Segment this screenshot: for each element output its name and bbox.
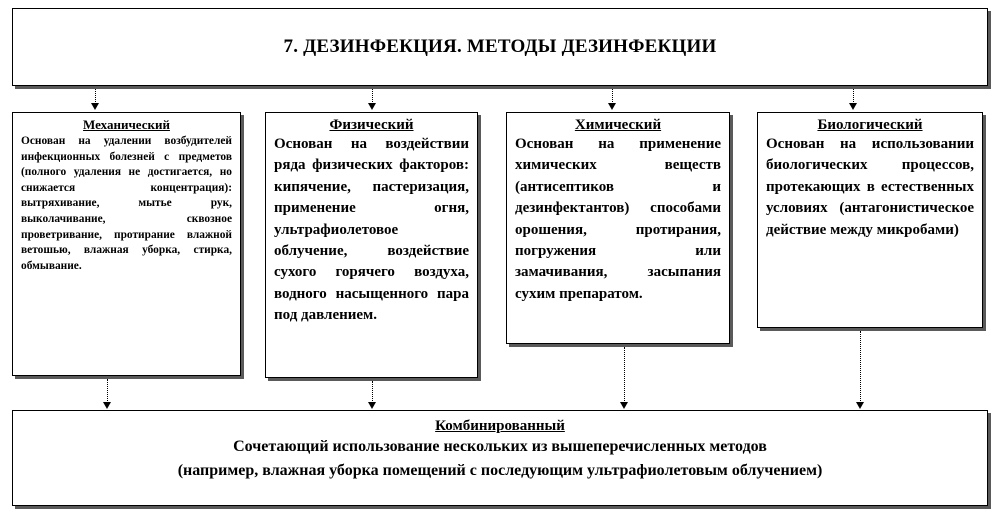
method-box-chemical — [506, 112, 730, 344]
title-box — [12, 8, 988, 86]
connector-biological-combined — [860, 331, 861, 403]
method-heading-physical: Физический — [329, 117, 414, 133]
connector-physical-combined — [372, 381, 373, 403]
method-heading-mechanical: Механический — [83, 117, 170, 132]
method-description-mechanical: Основан на удалении возбудителей инфекционных болезней с предметов (полного удаления не достигается, но снижается концентрация): вытряхивание, мытье рук, выколачивание, сквозное проветривание, протирание влажной ветошью, влажная уборка, стирка, обмывание. — [21, 135, 232, 272]
connector-title-biological — [853, 89, 854, 104]
arrow-title-physical — [368, 103, 376, 110]
method-description-physical: Основан на воздействии ряда физических факторов: кипячение, пастеризация, применение огня, ультрафиолетовое облучение, воздействие сухого горячего воздуха, водного насыщенного пара под давлением. — [274, 136, 469, 324]
combined-method-box — [12, 410, 988, 506]
arrow-title-biological — [849, 103, 857, 110]
connector-title-physical — [372, 89, 373, 104]
combined-heading: Комбинированный — [435, 418, 565, 434]
method-box-mechanical — [12, 112, 241, 376]
arrow-title-chemical — [608, 103, 616, 110]
connector-mechanical-combined — [107, 379, 108, 403]
method-heading-biological: Биологический — [817, 117, 923, 133]
diagram-title: 7. ДЕЗИНФЕКЦИЯ. МЕТОДЫ ДЕЗИНФЕКЦИИ — [283, 36, 717, 57]
arrow-mechanical-combined — [103, 402, 111, 409]
arrow-chemical-combined — [620, 402, 628, 409]
method-description-biological: Основан на использовании биологических процессов, протекающих в естественных условиях (антагонистическое действие между микробами) — [766, 136, 974, 238]
combined-description-line2: (например, влажная уборка помещений с последующим ультрафиолетовым облучением) — [177, 462, 823, 479]
method-box-biological — [757, 112, 983, 328]
method-box-physical — [265, 112, 478, 378]
combined-description-line1: Сочетающий использование нескольких из вышеперечисленных методов — [233, 438, 767, 455]
arrow-physical-combined — [368, 402, 376, 409]
connector-title-chemical — [612, 89, 613, 104]
connector-chemical-combined — [624, 347, 625, 403]
method-description-chemical: Основан на применение химических веществ (антисептиков и дезинфектантов) способами орошения, протирания, погружения или замачивания, засыпания сухим препаратом. — [515, 136, 721, 302]
connector-title-mechanical — [95, 89, 96, 104]
arrow-biological-combined — [856, 402, 864, 409]
method-heading-chemical: Химический — [574, 117, 662, 133]
arrow-title-mechanical — [91, 103, 99, 110]
